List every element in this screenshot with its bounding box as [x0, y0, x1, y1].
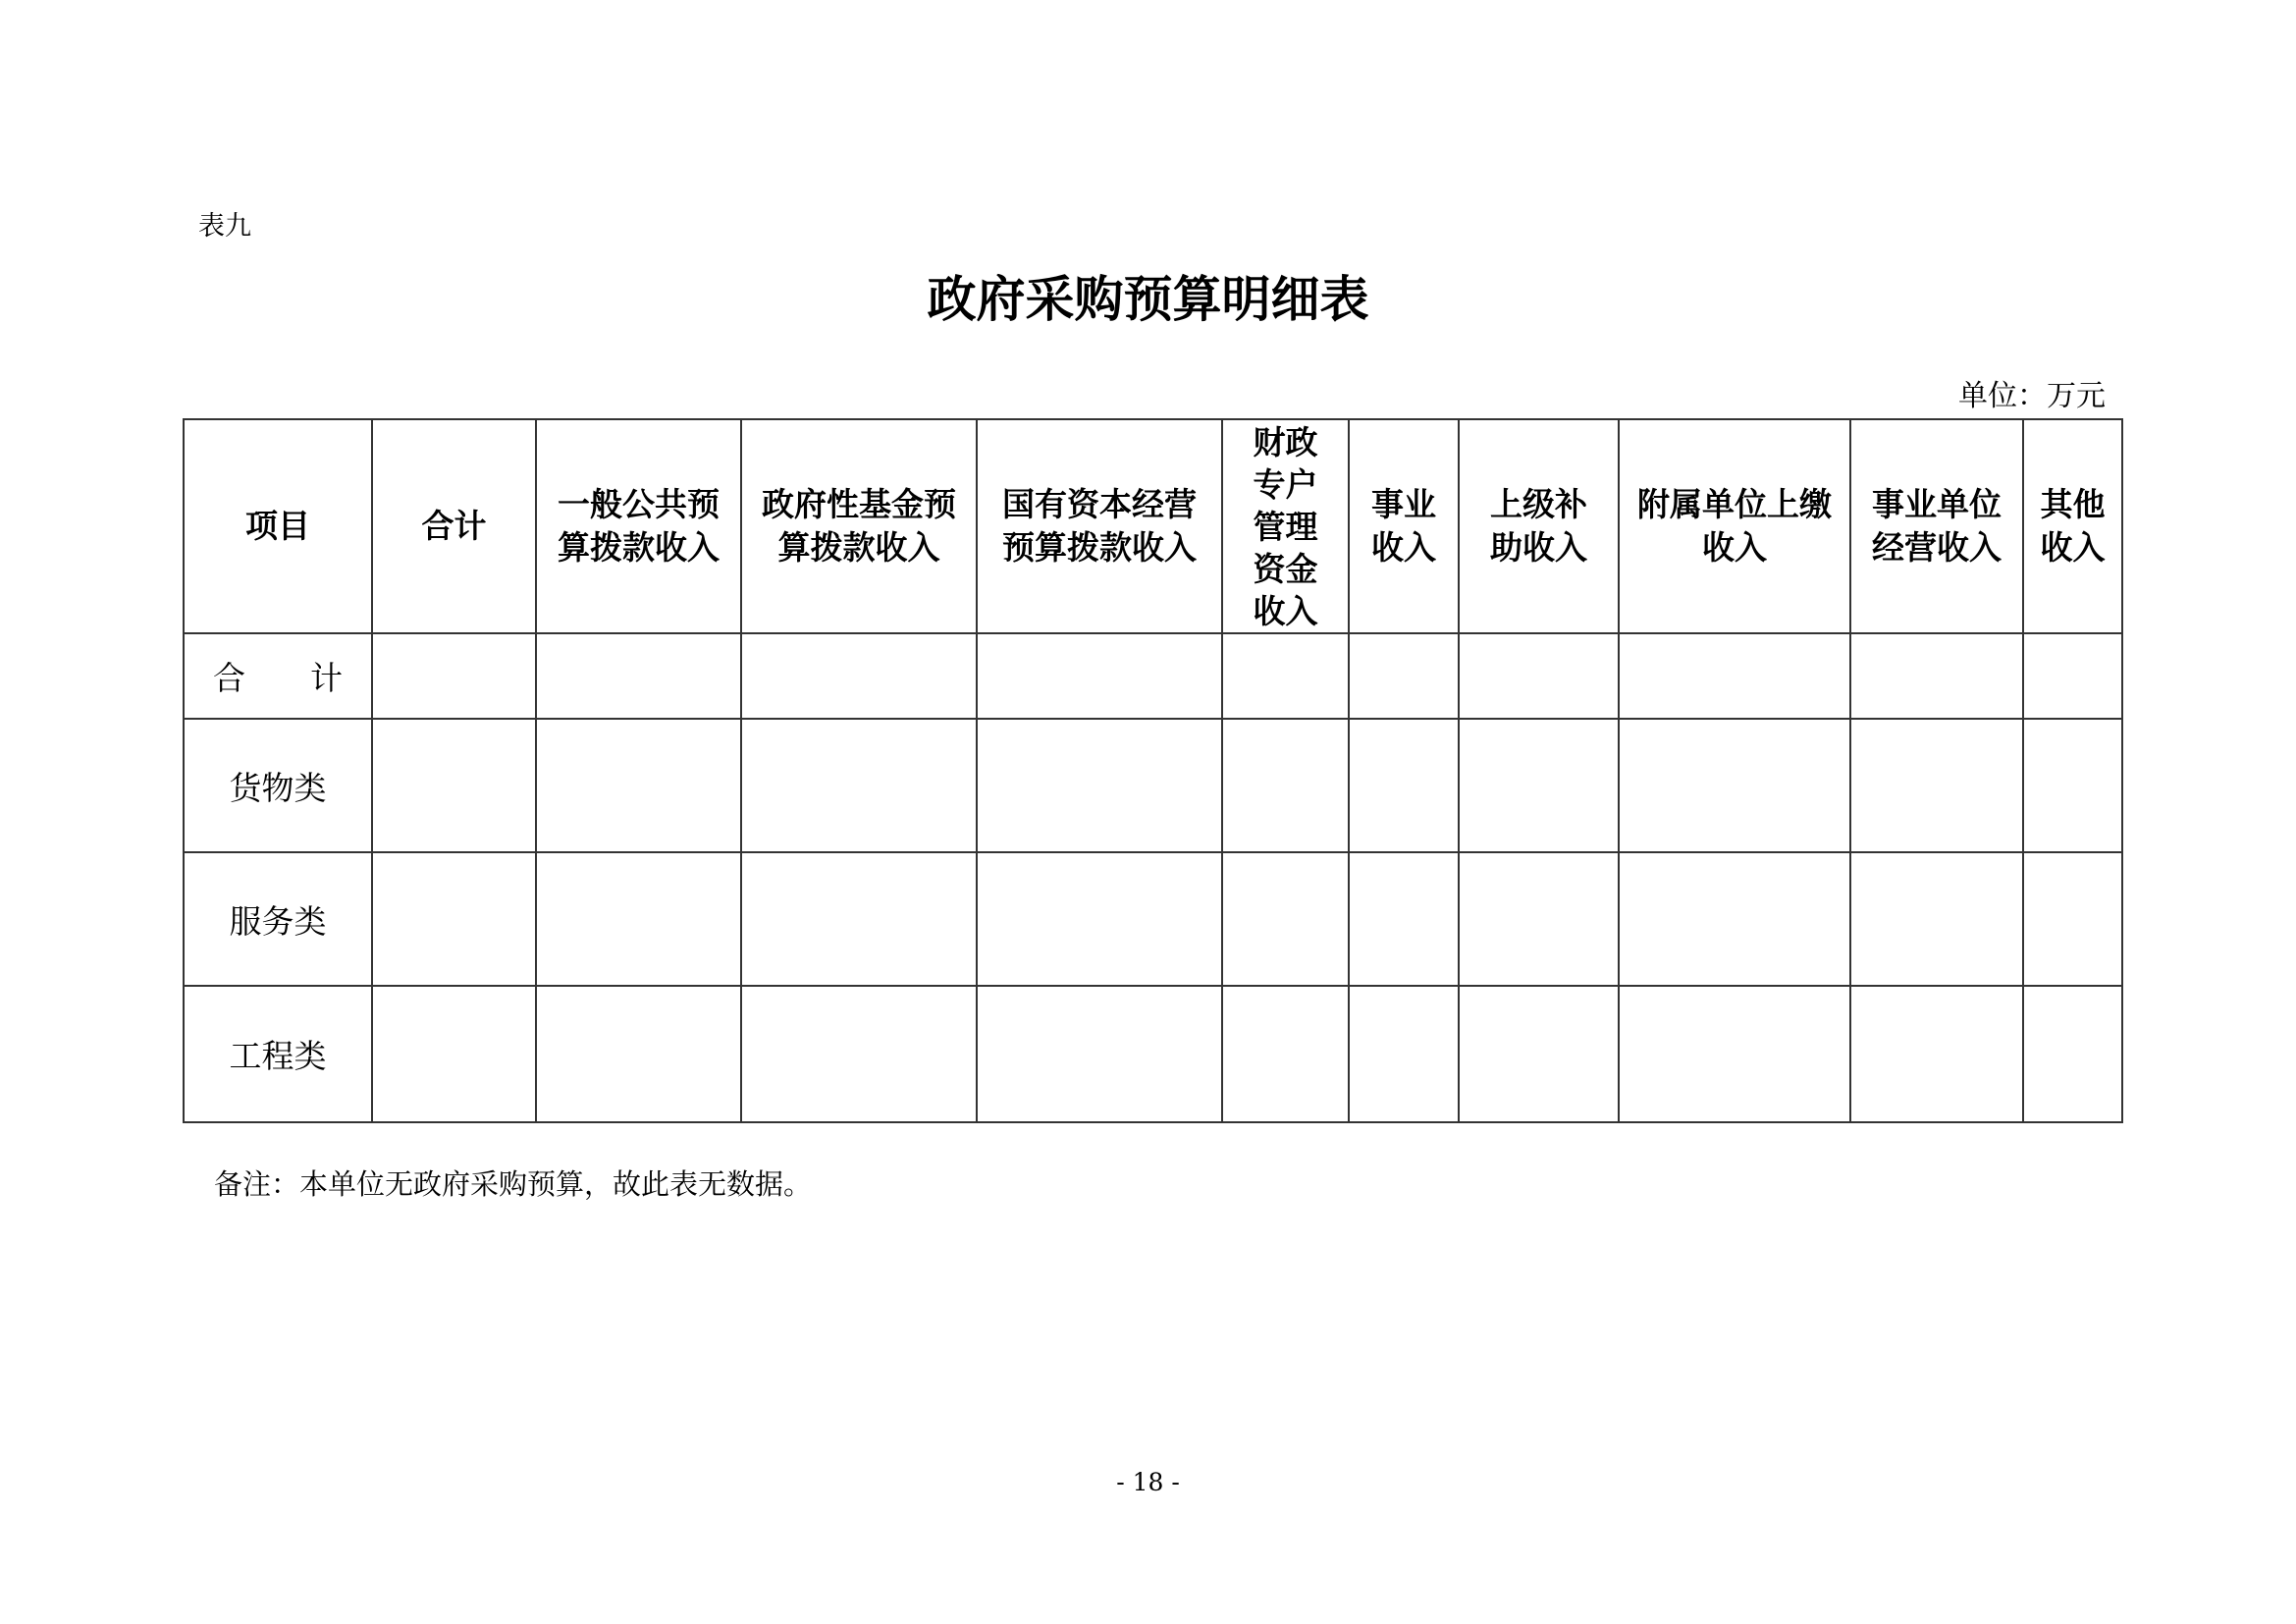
header-label: 合计	[421, 507, 487, 545]
table-cell	[1349, 719, 1459, 852]
table-cell	[1459, 633, 1619, 719]
table-cell	[1619, 633, 1850, 719]
row-label-part: 计	[310, 659, 343, 697]
header-business-income	[1349, 419, 1459, 633]
row-label-total	[184, 633, 372, 719]
header-general-public-budget	[536, 419, 741, 633]
header-total	[372, 419, 536, 633]
table-cell	[1619, 719, 1850, 852]
table-cell	[2023, 986, 2122, 1122]
header-other-income	[2023, 419, 2122, 633]
table-cell	[1850, 719, 2023, 852]
table-row-services	[184, 852, 2122, 986]
table-cell	[1222, 852, 1349, 986]
table-row-total	[184, 633, 2122, 719]
table-cell	[741, 633, 977, 719]
table-cell	[1222, 986, 1349, 1122]
table-number-label: 表九	[198, 211, 251, 242]
header-special-account-funds	[1222, 419, 1349, 633]
table-cell	[741, 719, 977, 852]
table-cell	[372, 986, 536, 1122]
table-cell	[1619, 986, 1850, 1122]
table-cell	[536, 633, 741, 719]
table-cell	[2023, 852, 2122, 986]
table-cell	[536, 986, 741, 1122]
row-label-part: 合	[213, 659, 245, 697]
table-cell	[1850, 986, 2023, 1122]
table-cell	[536, 852, 741, 986]
table-cell	[741, 852, 977, 986]
table-cell	[977, 633, 1222, 719]
document-title: 政府采购预算明细表	[927, 271, 1369, 328]
header-label: 项目	[245, 507, 310, 545]
table-cell	[741, 986, 977, 1122]
unit-note: 单位：万元	[1958, 379, 2106, 413]
row-label-goods: 货物类	[184, 719, 372, 852]
table-cell	[372, 633, 536, 719]
table-cell	[977, 852, 1222, 986]
header-superior-subsidy	[1459, 419, 1619, 633]
procurement-budget-table	[183, 418, 2123, 1123]
header-label: 政府性基金预 算拨款收入	[762, 485, 956, 567]
table-cell	[1850, 852, 2023, 986]
table-cell	[1459, 852, 1619, 986]
header-affiliate-remittance	[1619, 419, 1850, 633]
table-cell	[372, 719, 536, 852]
table-cell	[977, 719, 1222, 852]
header-label: 财政 专户 管理 资金 收入	[1253, 422, 1318, 630]
header-gov-fund-budget	[741, 419, 977, 633]
table-row-projects	[184, 986, 2122, 1122]
table-row-goods	[184, 719, 2122, 852]
header-label: 国有资本经营 预算拨款收入	[1002, 485, 1197, 567]
table-cell	[1459, 719, 1619, 852]
footnote: 备注：本单位无政府采购预算，故此表无数据。	[214, 1167, 813, 1201]
table-cell	[1222, 633, 1349, 719]
header-operating-income	[1850, 419, 2023, 633]
header-state-capital-budget	[977, 419, 1222, 633]
row-label-projects: 工程类	[184, 986, 372, 1122]
header-item	[184, 419, 372, 633]
table-cell	[1349, 986, 1459, 1122]
table-cell	[1349, 633, 1459, 719]
header-label: 上级补 助收入	[1490, 485, 1587, 567]
page-number: - 18 -	[1116, 1468, 1180, 1496]
table-cell	[1459, 986, 1619, 1122]
header-row	[184, 419, 2122, 633]
table-cell	[1619, 852, 1850, 986]
header-label: 事业单位 经营收入	[1872, 485, 2002, 567]
table-cell	[977, 986, 1222, 1122]
table-cell	[1349, 852, 1459, 986]
table-cell	[2023, 719, 2122, 852]
header-label: 其他 收入	[2040, 485, 2106, 567]
table-cell	[372, 852, 536, 986]
table-cell	[536, 719, 741, 852]
header-label: 事业 收入	[1371, 485, 1436, 567]
row-label-services: 服务类	[184, 852, 372, 986]
header-label: 附属单位上缴 收入	[1637, 485, 1832, 567]
header-label: 一般公共预 算拨款收入	[558, 485, 720, 567]
table-cell	[1222, 719, 1349, 852]
table-cell	[1850, 633, 2023, 719]
table-cell	[2023, 633, 2122, 719]
